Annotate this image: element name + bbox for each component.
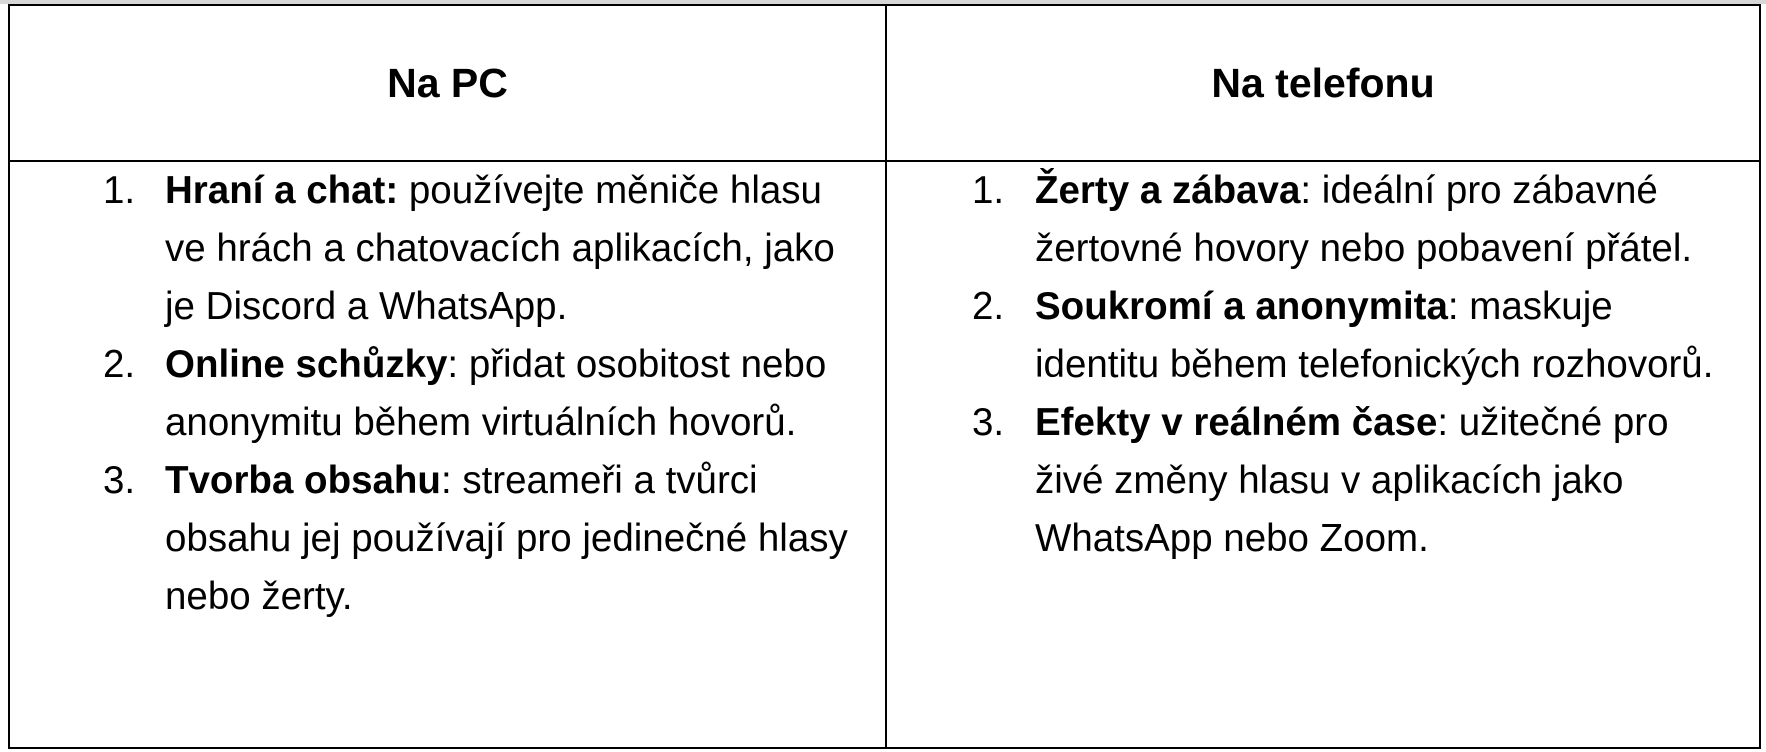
list-item <box>887 394 1759 568</box>
item-term: Žerty a zábava <box>1035 169 1301 212</box>
list-item <box>10 452 885 626</box>
item-number: 3. <box>103 459 136 502</box>
list-item <box>10 162 885 336</box>
list-item <box>10 336 885 452</box>
item-term: Online schůzky <box>165 343 448 386</box>
content-row <box>9 161 1760 748</box>
item-number: 3. <box>972 401 1005 444</box>
item-term: Tvorba obsahu <box>165 459 441 502</box>
item-number: 2. <box>103 343 136 386</box>
phone-list <box>887 162 1759 568</box>
item-text <box>1035 162 1735 278</box>
item-description: : streameři a tvůrci obsahu jej používají pro jedinečné hlasy nebo žerty. <box>165 459 848 618</box>
item-number: 1. <box>103 169 136 212</box>
item-text <box>1035 394 1735 568</box>
phone-cell <box>886 161 1760 748</box>
item-number: 2. <box>972 285 1005 328</box>
header-phone: Na telefonu <box>886 5 1760 161</box>
item-description: : maskuje identitu během telefonických rozhovorů. <box>1035 285 1714 386</box>
item-text <box>165 162 855 336</box>
header-pc: Na PC <box>9 5 886 161</box>
item-text <box>165 452 855 626</box>
item-text <box>165 336 855 452</box>
list-item <box>887 162 1759 278</box>
item-text <box>1035 278 1735 394</box>
item-description: : užitečné pro živé změny hlasu v aplikacích jako WhatsApp nebo Zoom. <box>1035 401 1669 560</box>
comparison-table <box>8 4 1761 749</box>
header-row <box>9 5 1760 161</box>
item-description: používejte měniče hlasu ve hrách a chatovacích aplikacích, jako je Discord a WhatsApp. <box>165 169 835 328</box>
item-description: : přidat osobitost nebo anonymitu během virtuálních hovorů. <box>165 343 827 444</box>
item-number: 1. <box>972 169 1005 212</box>
pc-cell <box>9 161 886 748</box>
item-term: Efekty v reálném čase <box>1035 401 1438 444</box>
item-term: Hraní a chat: <box>165 169 399 212</box>
item-description: : ideální pro zábavné žertovné hovory nebo pobavení přátel. <box>1035 169 1693 270</box>
list-item <box>887 278 1759 394</box>
item-term: Soukromí a anonymita <box>1035 285 1448 328</box>
pc-list <box>10 162 885 626</box>
